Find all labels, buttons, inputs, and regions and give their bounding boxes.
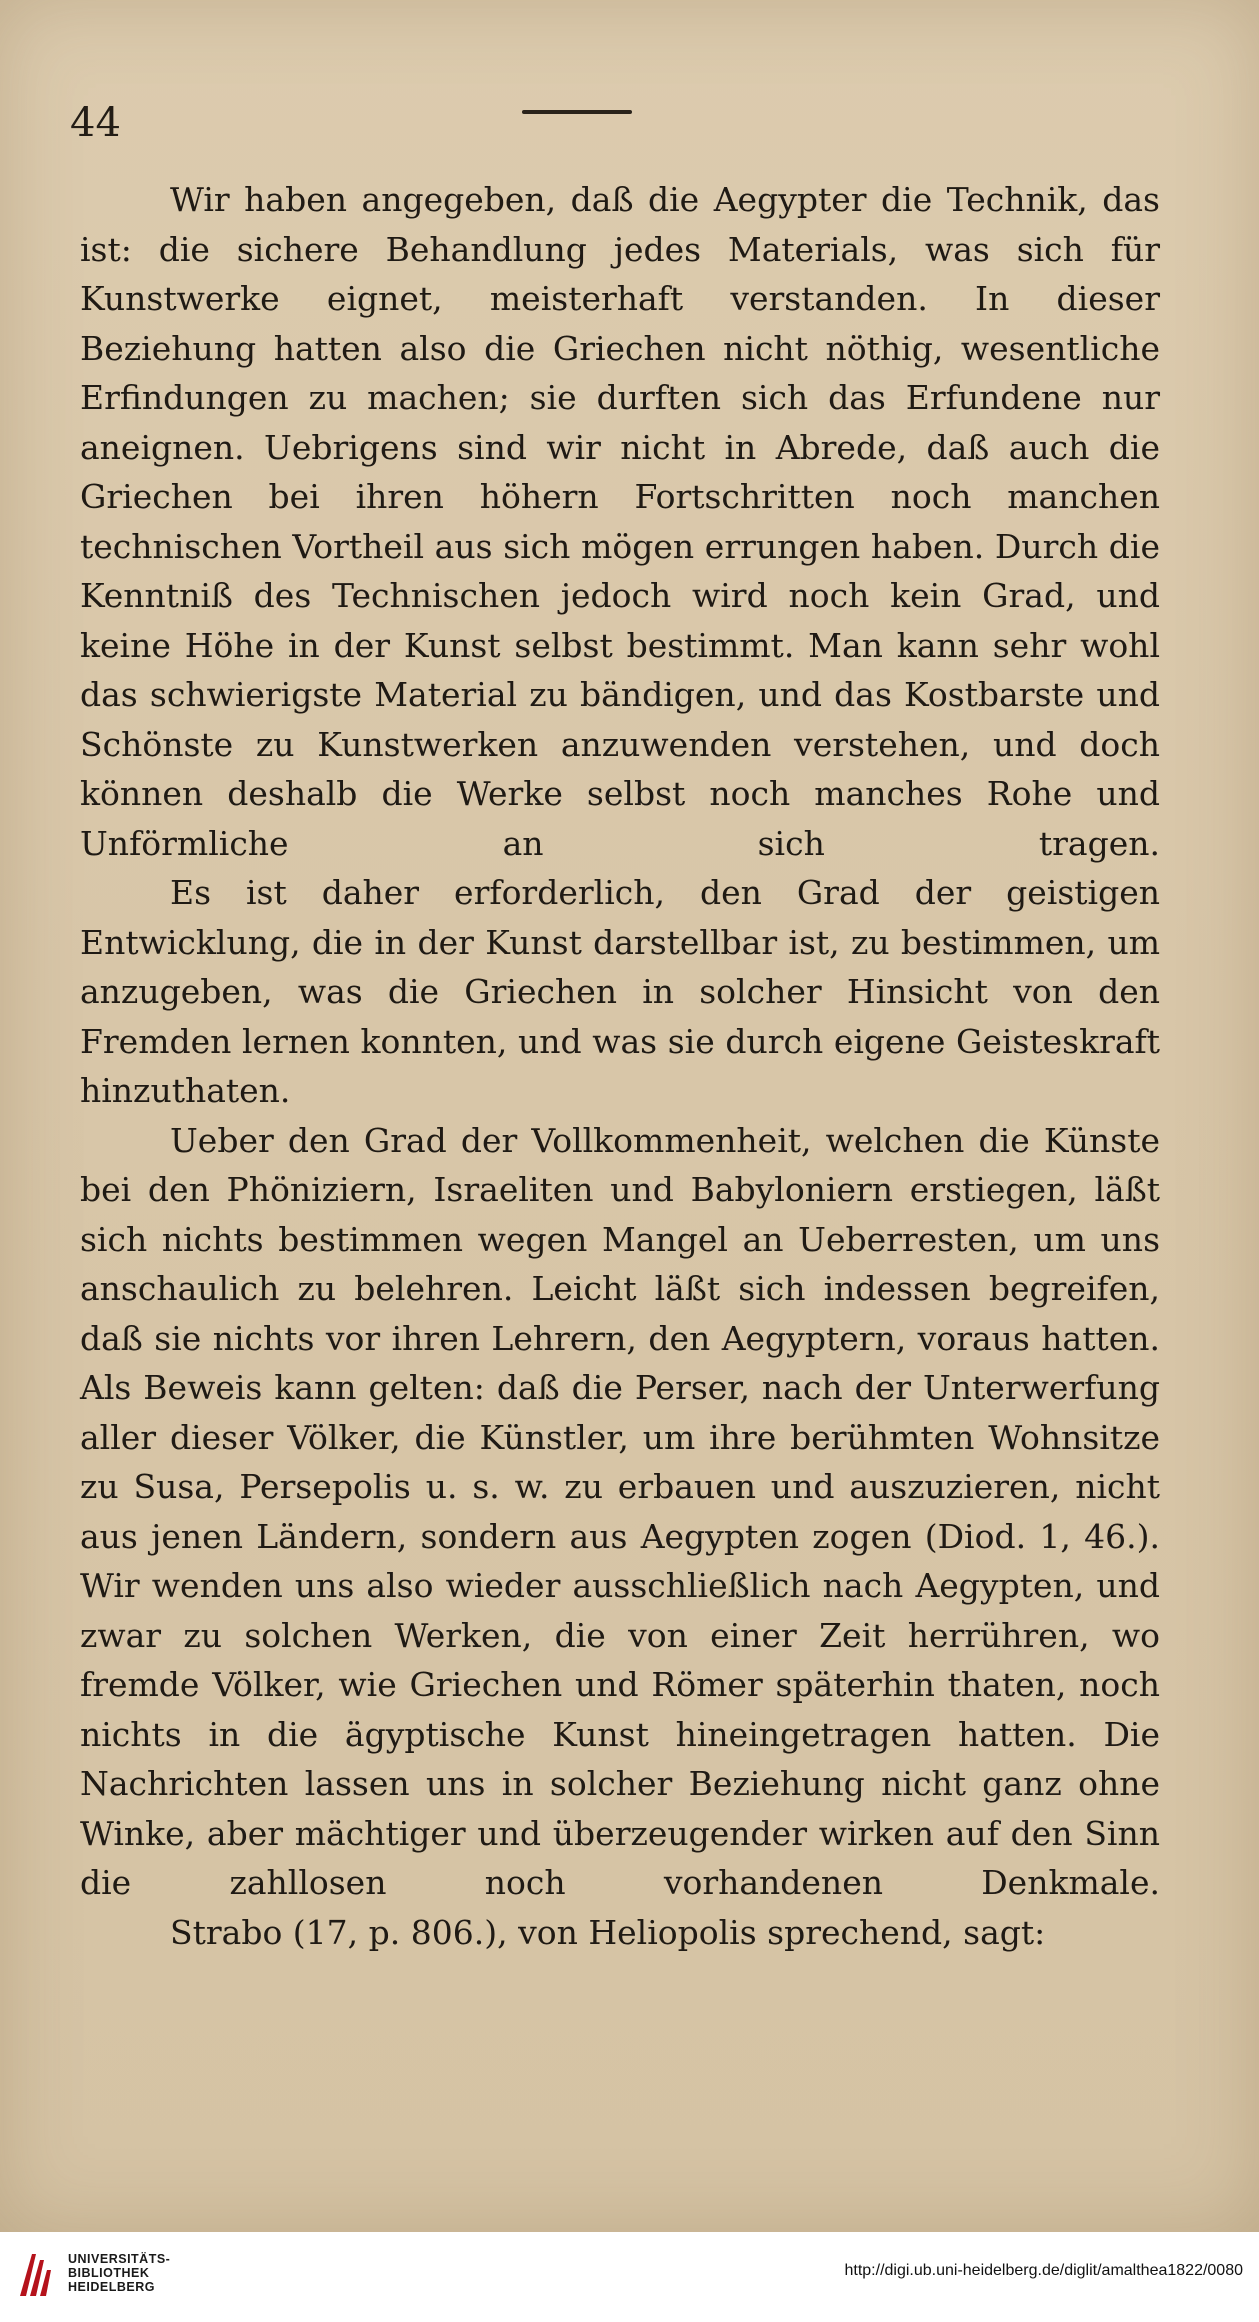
paragraph-entwicklung: Es ist daher erforderlich, den Grad der geistigen Entwicklung, die in der Kunst darstellbar ist, zu bestimmen, um anzugeben, was die Griechen in solcher Hinsicht von den Fremden lernen konnten, und was sie durch eigene Geisteskraft hinzuthaten. [80,873,1160,1110]
body-text [80,175,1160,1957]
paragraph-strabo: Strabo (17, p. 806.), von Heliopolis sprechend, sagt: [170,1912,1046,1952]
library-logo-text [68,2252,170,2294]
paragraph-technik: Wir haben angegeben, daß die Aegypter die Technik, das ist: die sichere Behandlung jedes Materials, was sich für Kunstwerke eignet, meisterhaft verstanden. In dieser Beziehung hatten also die Griechen nicht nöthig, wesentliche Erfindungen zu machen; sie durften sich das Erfundene nur aneignen. Uebrigens sind wir nicht in Abrede, daß auch die Griechen bei ihren höhern Fortschritten noch manchen technischen Vortheil aus sich mögen errungen haben. Durch die Kenntniß des Technischen jedoch wird noch kein Grad, und keine Höhe in der Kunst selbst bestimmt. Man kann sehr wohl das schwierigste Material zu bändigen, und das Kostbarste und Schönste zu Kunstwerken anzuwenden verstehen, und doch können deshalb die Werke selbst noch manches Rohe und Unförmliche an sich tragen. [80,180,1160,863]
page-number: 44 [70,100,121,146]
logo-line: BIBLIOTHEK [68,2266,150,2280]
logo-line: UNIVERSITÄTS- [68,2252,171,2266]
header-rule [522,110,632,114]
permalink-url[interactable]: http://digi.ub.uni-heidelberg.de/diglit/amalthea1822/0080 [844,2262,1243,2279]
paragraph-vollkommenheit: Ueber den Grad der Vollkommenheit, welchen die Künste bei den Phöniziern, Israeliten und Babyloniern erstiegen, läßt sich nichts bestimmen wegen Mangel an Ueberresten, um uns anschaulich zu belehren. Leicht läßt sich indessen begreifen, daß sie nichts vor ihren Lehrern, den Aegyptern, voraus hatten. Als Beweis kann gelten: daß die Perser, nach der Unterwerfung aller dieser Völker, die Künstler, um ihre berühmten Wohnsitze zu Susa, Persepolis u. s. w. zu erbauen und auszuzieren, nicht aus jenen Ländern, sondern aus Aegypten zogen (Diod. 1, 46.). Wir wenden uns also wieder ausschließlich nach Aegypten, und zwar zu solchen Werken, die von einer Zeit herrühren, wo fremde Völker, wie Griechen und Römer späterhin thaten, noch nichts in die ägyptische Kunst hineingetragen hatten. Die Nachrichten lassen uns in solcher Beziehung nicht ganz ohne Winke, aber mächtiger und überzeugender wirken auf den Sinn die zahllosen noch vorhandenen Denkmale. [80,1120,1160,1902]
logo-line: HEIDELBERG [68,2280,155,2294]
library-logo-icon [14,2246,54,2304]
